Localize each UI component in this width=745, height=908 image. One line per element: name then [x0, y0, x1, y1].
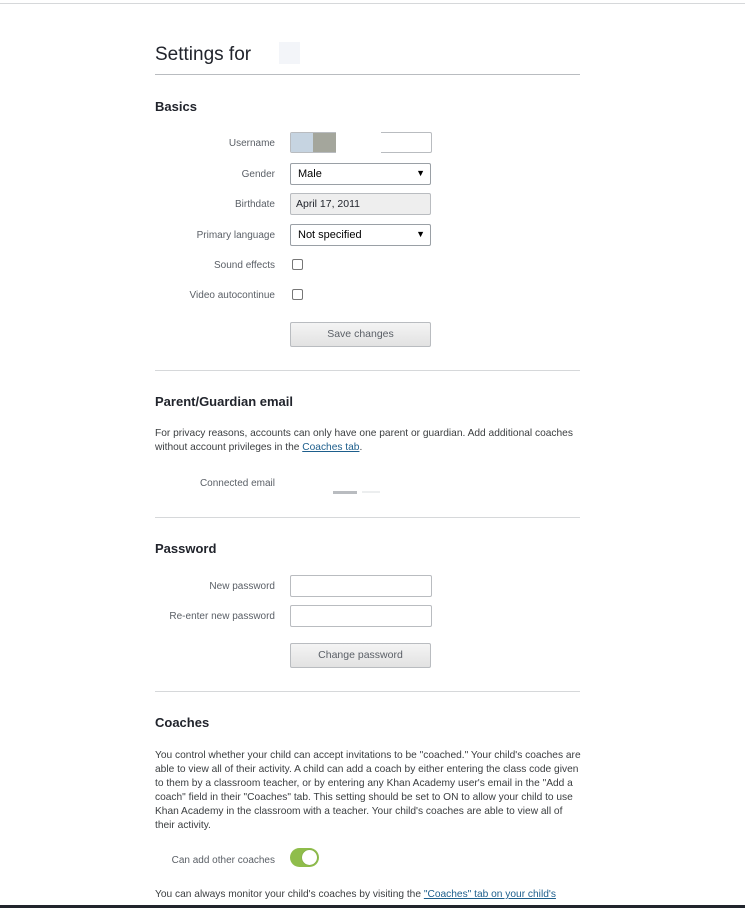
video-autocontinue-checkbox[interactable]: [292, 289, 303, 300]
coaches-tab-link[interactable]: Coaches tab: [302, 442, 360, 453]
reenter-password-label: Re-enter new password: [169, 611, 275, 622]
coaches-monitor-text: [155, 888, 583, 902]
gender-select-value: Male: [298, 168, 322, 180]
change-password-button[interactable]: Change password: [290, 643, 431, 668]
coaches-heading: Coaches: [155, 715, 210, 730]
redacted-account-name: [279, 42, 300, 64]
title-divider: [155, 74, 580, 75]
parent-email-description: [155, 427, 583, 455]
primary-language-label: Primary language: [196, 230, 275, 241]
username-redacted-gap: [336, 132, 381, 153]
save-changes-button[interactable]: Save changes: [290, 322, 431, 347]
toggle-knob: [302, 850, 317, 865]
can-add-coaches-toggle[interactable]: [290, 848, 319, 867]
dropdown-arrow-icon: ▼: [416, 229, 425, 239]
username-redacted-part-1: [291, 133, 313, 152]
gender-select[interactable]: [290, 163, 431, 185]
password-divider: [155, 691, 580, 692]
sound-effects-label: Sound effects: [214, 260, 275, 271]
coaches-monitor-text-body: You can always monitor your child's coaches by visiting the: [155, 889, 424, 900]
dropdown-arrow-icon: ▼: [416, 168, 425, 178]
parent-email-divider: [155, 517, 580, 518]
gender-label: Gender: [241, 169, 275, 180]
top-border: [0, 3, 745, 4]
reenter-password-input[interactable]: [290, 605, 432, 627]
connected-email-label: Connected email: [199, 478, 275, 489]
page-title: Settings for: [155, 44, 252, 65]
new-password-input[interactable]: [290, 575, 432, 597]
birthdate-label: Birthdate: [234, 199, 275, 210]
video-autocontinue-label: Video autocontinue: [189, 290, 275, 301]
can-add-coaches-label: Can add other coaches: [171, 855, 275, 866]
parent-email-description-end: .: [359, 442, 363, 453]
child-coaches-tab-link[interactable]: "Coaches" tab on your child's: [423, 889, 556, 900]
username-label: Username: [228, 138, 275, 149]
new-password-label: New password: [209, 581, 275, 592]
username-redacted-part-2: [313, 133, 336, 152]
basics-heading: Basics: [155, 99, 197, 114]
basics-divider: [155, 370, 580, 371]
parent-email-heading: Parent/Guardian email: [155, 394, 293, 409]
sound-effects-checkbox[interactable]: [292, 259, 303, 270]
coaches-description: You control whether your child can accept invitations to be "coached." Your child's coaches are able to view all of their activity. A child can add a coach by either entering the class code given to them by a classroom teacher, or by entering any Khan Academy user's email in the "Add a coach" field in their "Coaches" tab. This setting should be set to ON to allow your child to use Khan Academy in the classroom with a teacher. Your child's coaches are able to view all of their activity.: [155, 750, 581, 831]
primary-language-select[interactable]: [290, 224, 431, 246]
connected-email-redacted: [333, 491, 357, 494]
parent-email-description-text: For privacy reasons, accounts can only have one parent or guardian. Add additional coaches without account privileges in the: [155, 428, 573, 453]
primary-language-select-value: Not specified: [298, 229, 362, 241]
password-heading: Password: [155, 541, 217, 556]
connected-email-redacted-faint: [362, 491, 380, 493]
birthdate-field: April 17, 2011: [290, 193, 431, 215]
